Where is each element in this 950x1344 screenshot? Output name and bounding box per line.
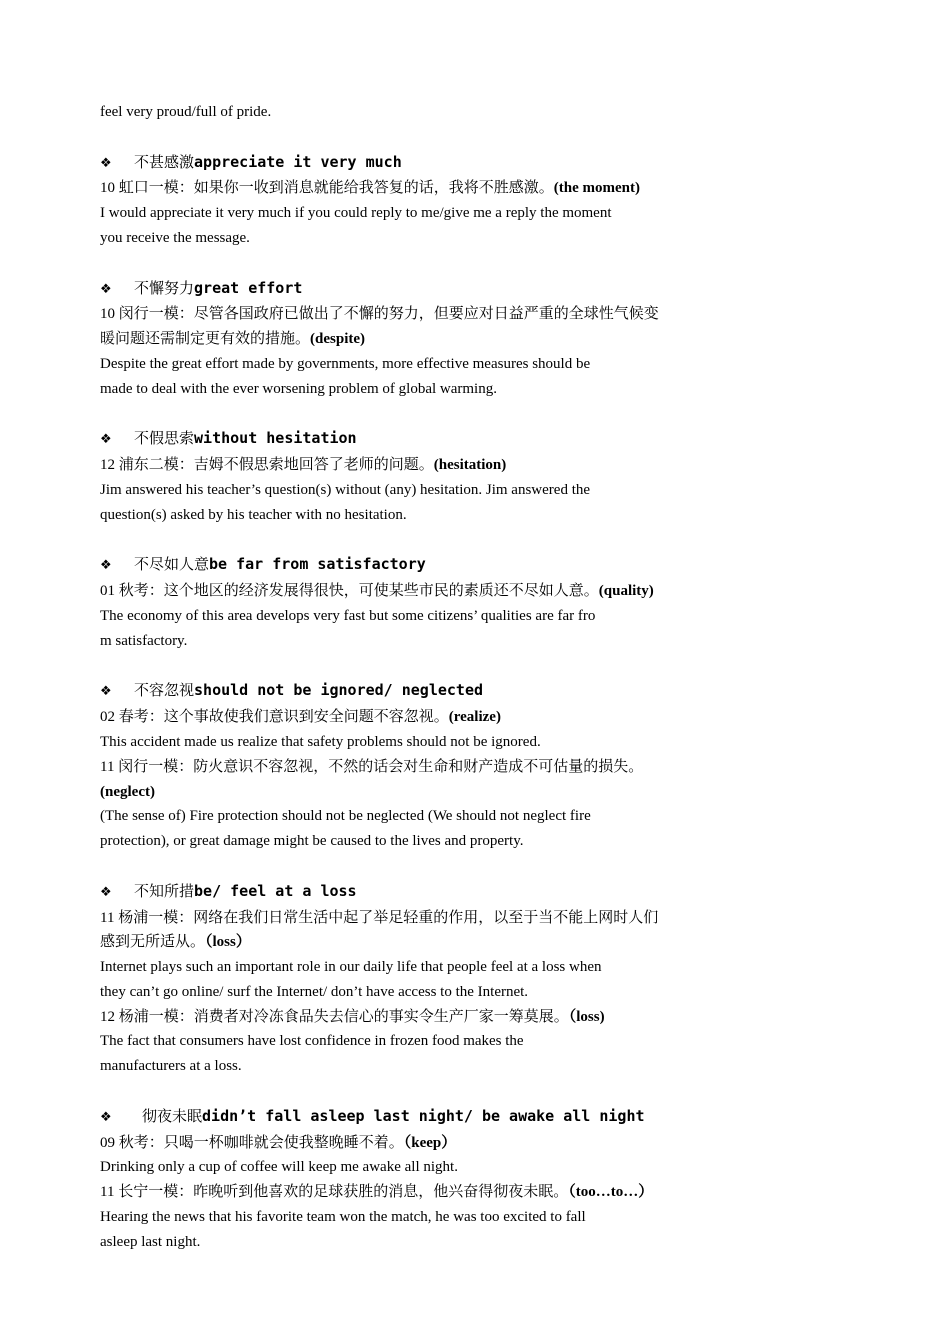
answer-line: m satisfactory. (100, 632, 188, 649)
question-line: 12 杨浦一模：消费者对冷冻食品失去信心的事实令生产厂家一筹莫展。（loss) (100, 1008, 605, 1025)
diamond-bullet-icon: ❖ (100, 558, 112, 574)
question-line: 感到无所适从。（loss） (100, 934, 251, 951)
entry-heading (100, 150, 820, 177)
heading-zh: 不甚感激 (134, 152, 195, 171)
entry-heading (100, 1104, 820, 1131)
question-line: 11 闵行一模：防火意识不容忽视，不然的话会对生命和财产造成不可估量的损失。 (100, 758, 644, 775)
document-page (100, 100, 820, 1255)
intro-line: feel very proud/full of pride. (100, 104, 272, 120)
entry-far-from-satisfactory (100, 552, 820, 653)
heading-en: without hesitation (194, 429, 357, 448)
answer-line: they can’t go online/ surf the Internet/ don’t have access to the Internet. (100, 983, 529, 1000)
heading-zh: 彻夜未眠 (142, 1106, 203, 1125)
heading-en: didn’t fall asleep last night/ be awake all night (202, 1106, 645, 1125)
answer-line: This accident made us realize that safety problems should not be ignored. (100, 733, 541, 750)
answer-line: manufacturers at a loss. (100, 1058, 242, 1075)
question-line: 09 秋考：只喝一杯咖啡就会使我整晚睡不着。（keep） (100, 1134, 457, 1151)
entry-without-hesitation (100, 426, 820, 527)
keyword: (despite) (310, 331, 366, 348)
question-line: 11 长宁一模：昨晚听到他喜欢的足球获胜的消息，他兴奋得彻夜未眠。（too…to…） (100, 1184, 654, 1201)
question-line: 暖问题还需制定更有效的措施。(despite) (100, 331, 366, 348)
heading-en: should not be ignored/ neglected (194, 681, 483, 700)
question-line: 02 春考：这个事故使我们意识到安全问题不容忽视。(realize) (100, 709, 501, 726)
heading-zh: 不假思索 (134, 429, 195, 448)
keyword: (the moment) (553, 180, 640, 197)
keyword: (realize) (448, 709, 501, 726)
entry-great-effort (100, 276, 820, 402)
entry-awake-all-night (100, 1104, 820, 1255)
diamond-bullet-icon: ❖ (100, 684, 112, 700)
keyword: （loss) (568, 1008, 605, 1025)
diamond-bullet-icon: ❖ (100, 281, 112, 297)
answer-line: Internet plays such an important role in our daily life that people feel at a loss when (100, 959, 602, 976)
question-line: 10 闵行一模：尽管各国政府已做出了不懈的努力，但要应对日益严重的全球性气候变 (100, 306, 659, 323)
heading-zh: 不容忽视 (134, 681, 195, 700)
answer-line: The economy of this area develops very fast but some citizens’ qualities are far fro (100, 607, 596, 624)
keyword: (neglect) (100, 783, 155, 800)
question-line: 11 杨浦一模：网络在我们日常生活中起了举足轻重的作用，以至于当不能上网时人们 (100, 909, 659, 926)
heading-zh: 不知所措 (134, 881, 195, 900)
answer-line: Drinking only a cup of coffee will keep me awake all night. (100, 1159, 458, 1176)
entry-at-a-loss (100, 879, 820, 1079)
entry-should-not-be-ignored (100, 678, 820, 854)
heading-en: great effort (194, 278, 303, 297)
heading-zh: 不懈努力 (134, 278, 195, 297)
question-line: 12 浦东二模：吉姆不假思索地回答了老师的问题。(hesitation) (100, 457, 507, 474)
diamond-bullet-icon: ❖ (100, 155, 112, 171)
diamond-bullet-icon: ❖ (100, 1109, 112, 1125)
answer-line: The fact that consumers have lost confidence in frozen food makes the (100, 1033, 524, 1050)
keyword: (quality) (598, 583, 654, 600)
answer-line: asleep last night. (100, 1233, 201, 1250)
entry-heading (100, 678, 820, 705)
heading-en: be/ feel at a loss (194, 881, 357, 900)
answer-line: protection), or great damage might be caused to the lives and property. (100, 833, 524, 850)
keyword: (hesitation) (433, 457, 507, 474)
answer-line: question(s) asked by his teacher with no hesitation. (100, 506, 407, 523)
keyword: （too…to…） (568, 1184, 654, 1201)
answer-line: Jim answered his teacher’s question(s) without (any) hesitation. Jim answered the (100, 481, 591, 498)
question-line: 10 虹口一模：如果你一收到消息就能给我答复的话，我将不胜感激。(the moment) (100, 180, 640, 197)
keyword: （keep） (403, 1134, 457, 1151)
heading-en: appreciate it very much (194, 152, 402, 171)
answer-line: I would appreciate it very much if you could reply to me/give me a reply the moment (100, 205, 612, 222)
entry-heading (100, 276, 820, 303)
answer-line: you receive the message. (100, 229, 250, 246)
answer-line: made to deal with the ever worsening problem of global warming. (100, 380, 497, 397)
diamond-bullet-icon: ❖ (100, 884, 112, 900)
diamond-bullet-icon: ❖ (100, 432, 112, 448)
question-line: 01 秋考：这个地区的经济发展得很快，可使某些市民的素质还不尽如人意。(quality) (100, 583, 654, 600)
answer-line: Despite the great effort made by governments, more effective measures should be (100, 355, 591, 372)
entry-heading (100, 552, 820, 579)
keyword: （loss） (205, 934, 251, 951)
answer-line: Hearing the news that his favorite team won the match, he was too excited to fall (100, 1209, 586, 1226)
entry-appreciate (100, 150, 820, 251)
entry-heading (100, 879, 820, 906)
heading-zh: 不尽如人意 (134, 555, 210, 574)
entry-heading (100, 426, 820, 453)
answer-line: (The sense of) Fire protection should not be neglected (We should not neglect fire (100, 808, 591, 825)
heading-en: be far from satisfactory (209, 555, 426, 574)
